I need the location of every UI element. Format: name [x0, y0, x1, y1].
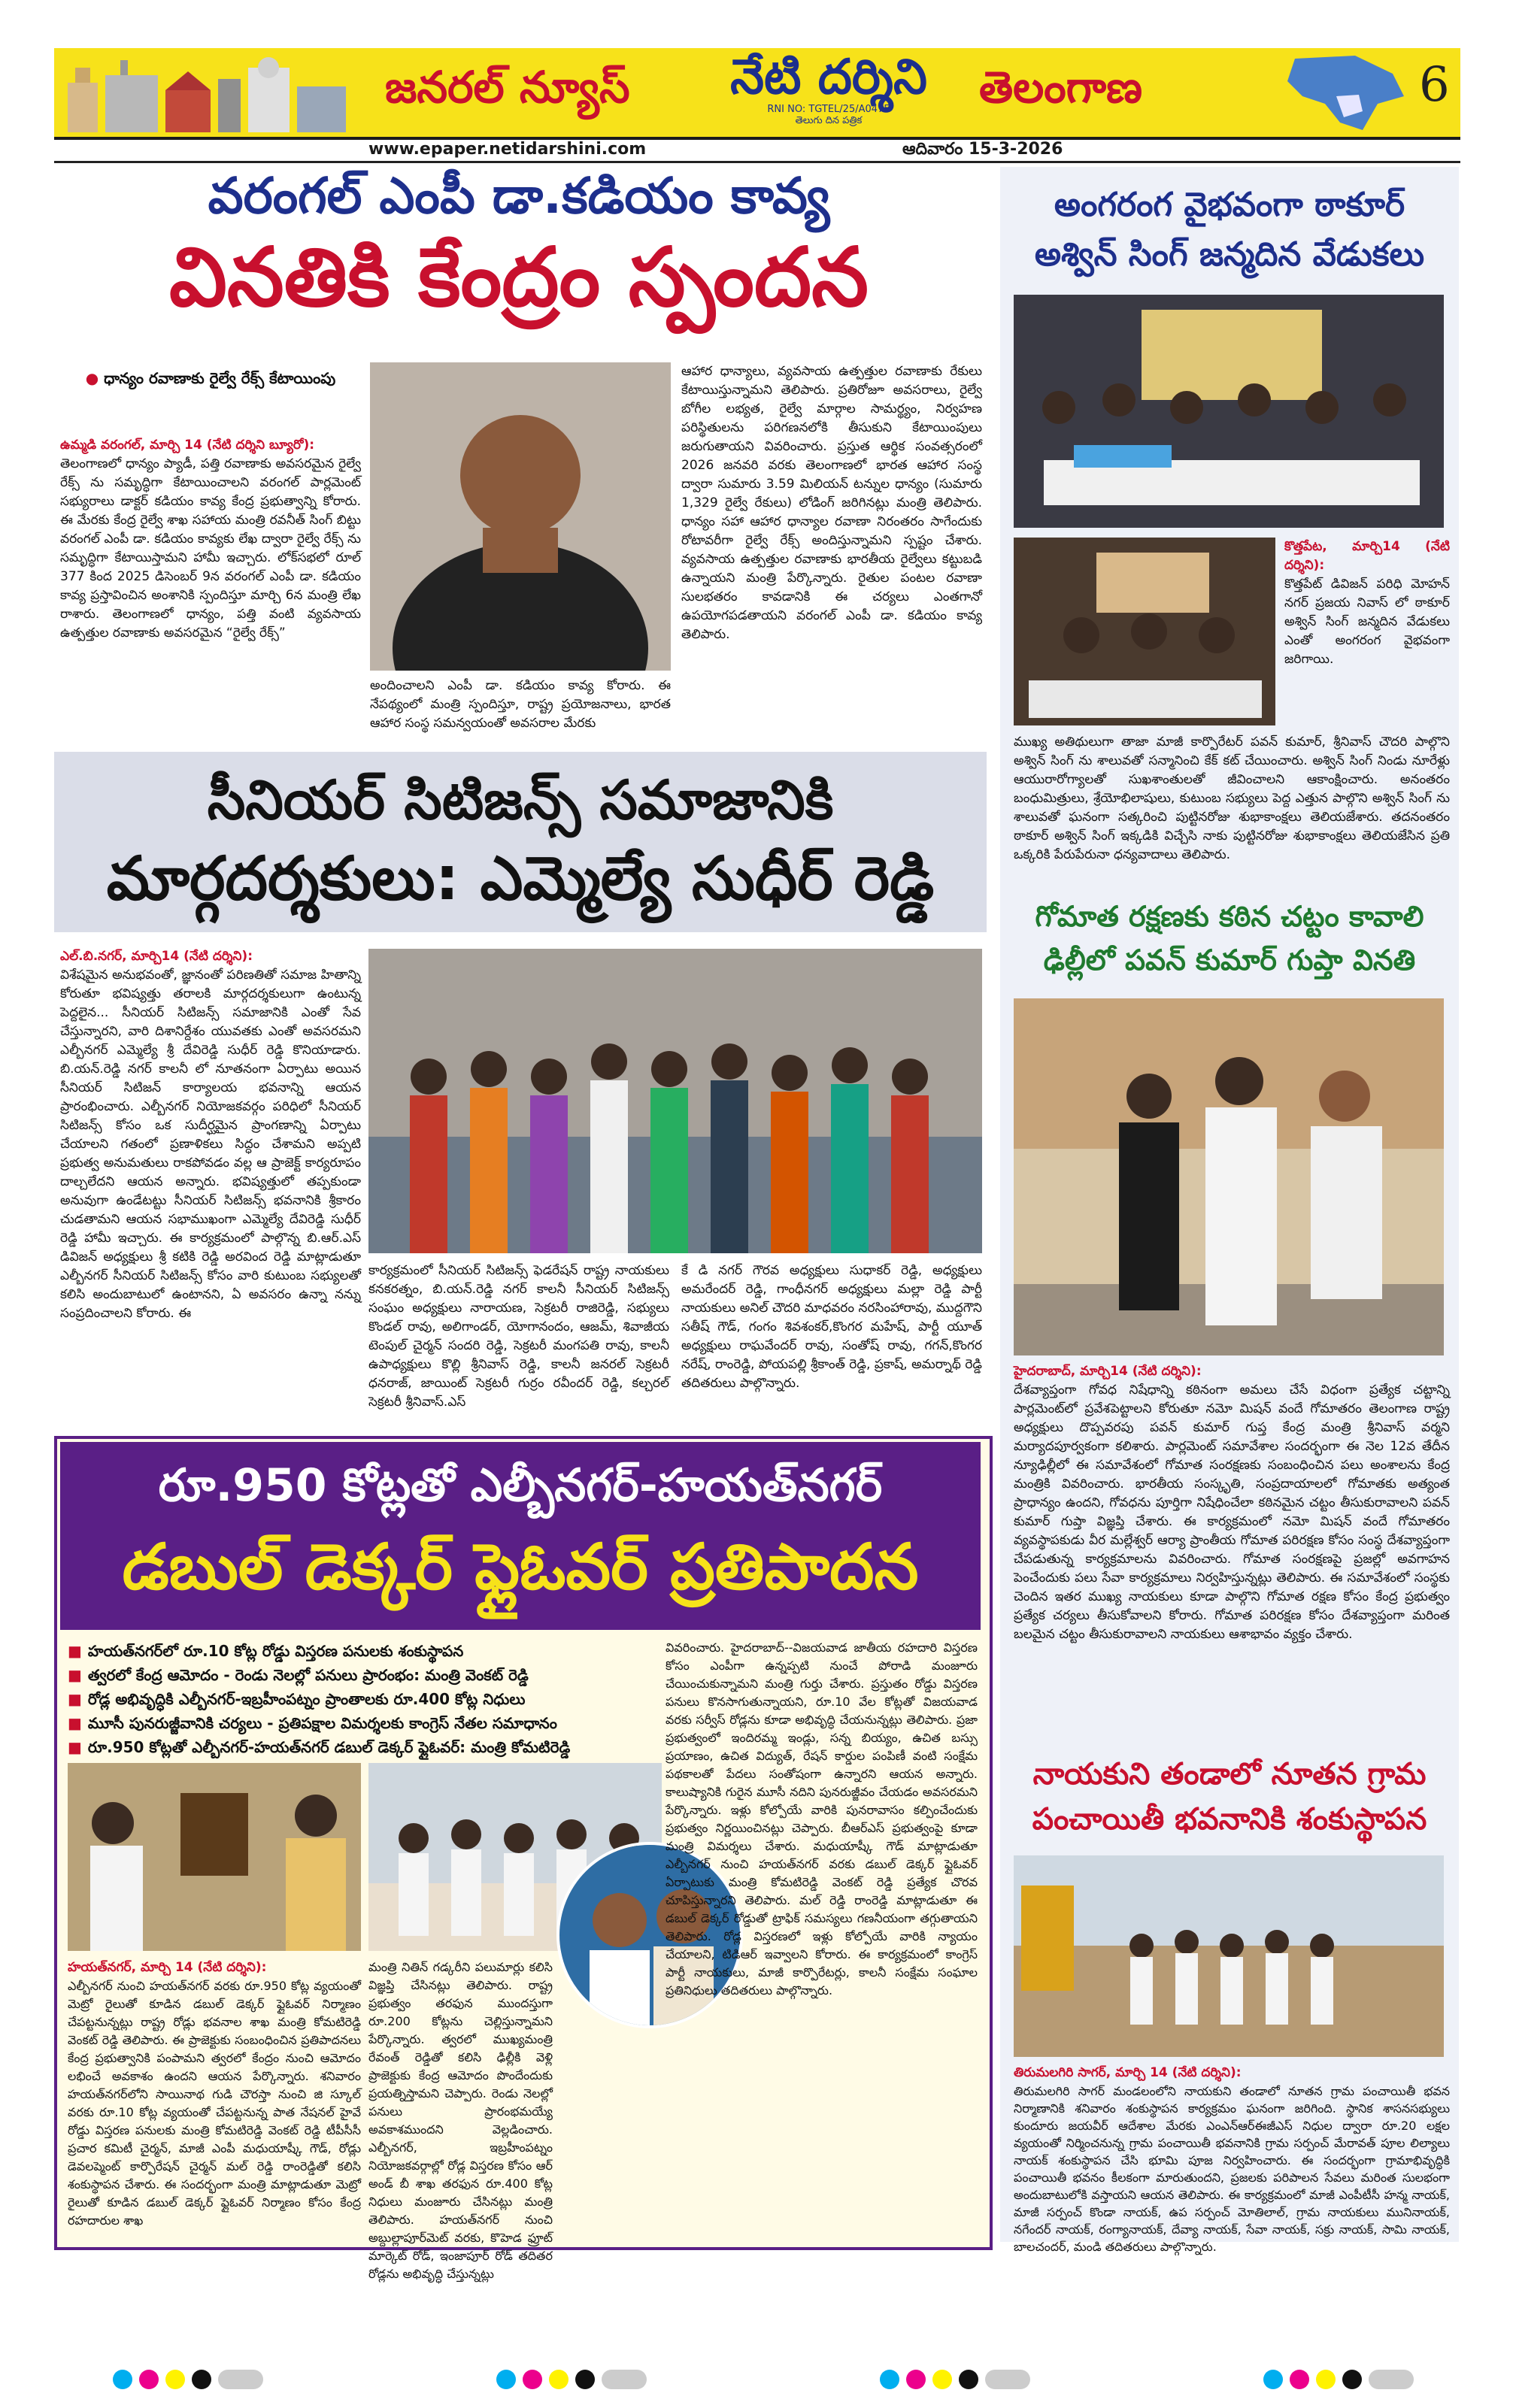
- right1-headline: అంగరంగ వైభవంగా ఠాకూర్ అశ్విన్ సింగ్ జన్మదిన వేడుకలు: [1034, 186, 1425, 274]
- story1-col3: ఆహార ధాన్యాలు, వ్యవసాయ ఉత్పత్తుల రవాణాకు రేకులు కేటాయిస్తున్నామని తెలిపారు. ప్రతిరోజూ అవసరాలు, రైల్వే బోగీల లభ్యత, రైల్వే మార్గాల సామర్థ్యం, నిర్వహణ పరిస్థితులను పరిగణనలోకి తీసుకుని కేటాయింపులు జరుగుతాయని వివరించారు. ప్రస్తుత ఆర్థిక సంవత్సరంలో 2026 జనవరి వరకు తెలంగాణలో భారత ఆహార సంస్థ ద్వారా సుమారు 3.59 మిలియన్ టన్నుల ధాన్యం (సుమారు 1,329 రైల్వే రేకులు) లోడింగ్ జరిగినట్లు మంత్రి తెలిపారు. ధాన్యం సహా ఆహార ధాన్యాల రవాణా నిరంతరం సాగేందుకు రోటావరీగా రైల్వే రేక్స్ అందిస్తున్నామని స్పష్టం చేశారు. వ్యవసాయ ఉత్పత్తుల రవాణాకు భారతీయ రైల్వేలు కట్టుబడి ఉన్నాయని మంత్రి పేర్కొన్నారు. రైతుల పంటల రవాణా సులభతరం కావడానికి ఈ చర్యలు ఎంతగానో ఉపయోగపడతాయని వరంగల్ ఎంపీ డా. కడియం కావ్య తెలిపారు.: [681, 364, 983, 642]
- page-number: 6: [1419, 57, 1450, 113]
- header-rule: [54, 161, 1460, 163]
- story2-headline-band: [54, 752, 987, 932]
- bullet-item: ■ త్వరలో కేంద్ర ఆమోదం - రెండు నెలల్లో పనులు ప్రారంభం: మంత్రి వెంకట్ రెడ్డి: [68, 1666, 529, 1684]
- right1-dateline: కొత్తపేట, మార్చి14 (నేటి దర్శిని):: [1284, 539, 1450, 573]
- reg-no: RNI NO: TGTEL/25/A0475: [767, 104, 890, 115]
- story3-bullets: [68, 1639, 654, 1759]
- india-map-icon: [1265, 51, 1415, 134]
- story2-dateline: ఎల్.బి.నగర్, మార్చి14 (నేటి దర్శిని):: [60, 949, 253, 964]
- website-url[interactable]: www.epaper.netidarshini.com: [368, 140, 647, 159]
- birthday-cake-photo: [1014, 295, 1444, 528]
- story1-kicker: వరంగల్ ఎంపీ డా.కడియం కావ్య: [208, 167, 830, 225]
- right2-body: హైదరాబాద్, మార్చి14 (నేటి దర్శిని): దేశవ్యాప్తంగా గోవధ నిషేధాన్ని కఠినంగా అమలు చేసే విధంగా ప్రత్యేక చట్టాన్ని పార్లమెంట్‌లో ప్రవేశపెట్టాలని కోరుతూ నమో మిషన్ వందే గోమాతరం తెలంగాణ రాష్ట్ర అధ్యక్షులు దొప్పవరపు పవన్ కుమార్ గుప్త కేంద్ర మంత్రి శ్రీనివాస్ వర్మని మర్యాదపూర్వకంగా కలిశారు. పార్లమెంట్ సమావేశాల సందర్భంగా ఈ నెల 12వ తేదీన న్యూఢిల్లీలో ఈ సమావేశంలో గోమాత సంరక్షణకు సంబంధించిన పలు అంశాలను కేంద్ర మంత్రికి వివరించారు. భారతీయ సంస్కృతి, సంప్రదాయాలలో గోమాతకు అత్యంత ప్రాధాన్యం ఉందని, గోవధను పూర్తిగా నిషేధించేలా కఠినమైన చట్టం తీసుకురావాలని పవన్ కుమార్ గుప్తా విజ్ఞప్తి చేశారు. ఈ కార్యక్రమంలో నమో మిషన్ వందే గోమాతరం వ్యవస్థాపకుడు వీర మల్లేశ్వర్ ఆర్యా ప్రాంతీయ గోమాత పరిరక్షణ కోసం సంస్థ దేశవ్యాప్తంగా చేపడుతున్న కార్యక్రమాలను వివరించారు. గోమాత సంరక్షణపై ప్రజల్లో అవగాహన పెంచేందుకు పలు సేవా కార్యక్రమాలు నిర్వహిస్తున్నట్లు తెలిపారు. ఈ సమావేశంలో సంస్థకు చెందిన ఇతర ముఖ్య నాయకులు కూడా పాల్గొని గోమాత రక్షణ కోసం కేంద్ర ప్రభుత్వం ప్రత్యేక చర్యలు తీసుకోవాలని కోరారు. గోమాత పరిరక్షణ కోసం దేశవ్యాప్తంగా మరింత బలమైన చట్టం తీసుకురావాలని నాయకులు ఆశాభావం వ్యక్తం చేశారు.: [1014, 1364, 1450, 1642]
- right3-body: తిరుమలగిరి సాగర్, మార్చి 14 (నేటి దర్శిని): తిరుమలగిరి సాగర్ మండలంలోని నాయకుని తండాలో నూతన గ్రామ పంచాయితీ భవన నిర్మాణానికి శనివారం శంకుస్థాపన కార్యక్రమం ఘనంగా జరిగింది. స్థానిక శాసనసభ్యులు కుందూరు జయవీర్ ఆదేశాల మేరకు ఎంఎన్ఆర్ఈజీఎస్ నిధుల ద్వారా రూ.20 లక్షల వ్యయంతో నిర్మించనున్న గ్రామ పంచాయితీ భవనానికి గ్రామ సర్పంచ్ మేరావత్ పూల లిల్యాలు నాయక్ శంకుస్థాపన చేసి భూమి పూజ నిర్వహించారు. ఈ సందర్భంగా గ్రామాభివృద్ధికి పంచాయితీ భవనం కీలకంగా మారుతుందని, ప్రజలకు పరిపాలన సేవలు మరింత సులభంగా అందుబాటులోకి వస్తాయని ఆయన తెలిపారు. ఈ కార్యక్రమంలో మాజీ ఎంపీటీసీ హన్మ నాయక్, మాజీ సర్పంచ్ కొండా నాయక్, ఉప సర్పంచ్ మోతిలాల్, గ్రామ నాయకులు మునినాయక్, నగేందర్ నాయక్, రంగ్యానాయక్, దేవ్యా నాయక్, సేవా నాయక్, సక్రు నాయక్, సామి నాయక్, బాలచందర్, మండి తదితరులు పాల్గొన్నారు.: [1014, 2065, 1450, 2254]
- story3-headline-line1: రూ.950 కోట్లతో ఎల్బీనగర్-హయత్‌నగర్: [158, 1459, 883, 1512]
- print-registration-marks: [0, 2361, 1513, 2398]
- issue-date: ఆదివారం 15-3-2026: [902, 140, 1063, 159]
- story1-dateline: ఉమ్మడి వరంగల్, మార్చి 14 (నేటి దర్శిని బ్యూరో):: [60, 438, 315, 453]
- bullet-item: ■ మూసీ పునరుజ్జీవానికి చర్యలు - ప్రతిపక్షాల విమర్శలకు కాంగ్రెస్ నేతల సమాధానం: [68, 1714, 557, 1732]
- bullet-item: ■ హయత్‌నగర్‌లో రూ.10 కోట్ల రోడ్డు విస్తరణ పనులకు శంకుస్థాపన: [68, 1642, 464, 1660]
- newspaper-logo: [716, 51, 941, 132]
- story1-headline: వినతికి కేంద్రం స్పందన: [169, 231, 869, 325]
- bhoomi-puja-photo: [1014, 1855, 1444, 2057]
- story1-subhead: ● ధాన్యం రవాణాకు రైల్వే రేక్స్ కేటాయింపు: [85, 369, 336, 387]
- right1-col-short: కొత్తపేట, మార్చి14 (నేటి దర్శిని): కొత్తపేట్ డివిజన్ పరిధి మోహన్ నగర్ ప్రజయ నివాస్ లో ఠాకూర్ అశ్విన్ సింగ్ జన్మదిన వేడుకలు ఎంతో అంగరంగ వైభవంగా జరిగాయి.: [1284, 539, 1450, 667]
- right3-dateline: తిరుమలగిరి సాగర్, మార్చి 14 (నేటి దర్శిని):: [1014, 2065, 1242, 2080]
- birthday-felicitation-photo: [1014, 538, 1275, 725]
- bullet-item: ■ రూ.950 కోట్లతో ఎల్బీనగర్-హయత్‌నగర్ డబుల్ డెక్కర్ ఫ్లైఓవర్: మంత్రి కోమటిరెడ్డి: [68, 1738, 571, 1756]
- parliament-meeting-photo: [1014, 998, 1444, 1355]
- right2-dateline: హైదరాబాద్, మార్చి14 (నేటి దర్శిని):: [1014, 1364, 1202, 1379]
- paper-name: నేటి దర్శిని: [730, 50, 927, 105]
- story3-col1: హయత్‌నగర్, మార్చి 14 (నేటి దర్శిని): ఎల్బీనగర్ నుంచి హయత్‌నగర్ వరకు రూ.950 కోట్ల వ్యయంతో మెట్రో రైలుతో కూడిన డబుల్ డెక్కర్ ఫ్లైఓవర్ నిర్మాణం చేపట్టనున్నట్లు రాష్ట్ర రోడ్లు భవనాల శాఖ మంత్రి కోమటిరెడ్డి వెంకట్ రెడ్డి తెలిపారు. ఈ ప్రాజెక్టుకు సంబంధించిన ప్రతిపాదనలు కేంద్ర ప్రభుత్వానికి పంపామని త్వరలో కేంద్రం నుంచి ఆమోదం లభించే అవకాశం ఉందని ఆయన పేర్కొన్నారు. శనివారం హయత్‌నగర్‌లోని సాయినాథ గుడి చౌరస్తా నుంచి జి స్కూల్ వరకు రూ.10 కోట్ల వ్యయంతో చేపట్టనున్న పాత నేషనల్ హైవే రోడ్డు విస్తరణ పనులకు మంత్రి కోమటిరెడ్డి వెంకట్ రెడ్డి టీపీసీసీ ప్రచార కమిటీ చైర్మన్, మాజీ ఎంపీ మధుయాష్కీ గౌడ్, రోడ్లు డెవలప్మెంట్ కార్పొరేషన్ చైర్మన్ మల్ రెడ్డి రాంరెడ్డితో కలిసి శంకుస్థాపన చేశారు. ఈ సందర్భంగా మంత్రి మాట్లాడుతూ మెట్రో రైలుతో కూడిన డబుల్ డెక్కర్ ఫ్లైఓవర్ నిర్మాణం కోసం కేంద్ర రహదారుల శాఖ: [68, 1960, 361, 2228]
- tagline: తెలుగు దిన పత్రిక: [795, 115, 863, 126]
- right1-body: ముఖ్య అతిథులుగా తాజా మాజీ కార్పొరేటర్ పవన్ కుమార్, శ్రీనివాస్ చౌదరి పాల్గొని అశ్విన్ సింగ్ ను శాలువతో సన్మానించి కేక్ కట్ చేయించారు. అశ్విన్ సింగ్ నిండు నూరేళ్లు ఆయురారోగ్యాలతో సుఖశాంతులతో జీవించాలని ఆకాంక్షించారు. అనంతరం బంధుమిత్రులు, శ్రేయోభిలాషులు, కుటుంబ సభ్యులు పెద్ద ఎత్తున పాల్గొని అశ్విన్ సింగ్ ను శాలువతో ఘనంగా సత్కరించి పుట్టినరోజు శుభాకాంక్షలు తెలియజేశారు. తదనంతరం ఠాకూర్ అశ్విన్ సింగ్ ఇక్కడికి విచ్చేసి నాకు పుట్టినరోజు శుభాకాంక్షలు తెలియజేసిన ప్రతి ఒక్కరికి పేరుపేరునా ధన్యవాదాలు తెలిపారు.: [1014, 735, 1450, 862]
- story3-col2: మంత్రి నితిన్ గడ్కరీని పలుమార్లు కలిసి విజ్ఞప్తి చేసినట్లు తెలిపారు. రాష్ట్ర ప్రభుత్వం తరఫున ముందస్తుగా రూ.200 కోట్లను చెల్లిస్తున్నామని పేర్కొన్నారు. త్వరలో ముఖ్యమంత్రి రేవంత్ రెడ్డితో కలిసి ఢిల్లీకి వెళ్లి ప్రాజెక్టుకు కేంద్ర ఆమోదం పొందేందుకు ప్రయత్నిస్తామని చెప్పారు. రెండు నెలల్లో పనులు ప్రారంభమయ్యే అవకాశముందని వెల్లడించారు. ఎల్బీనగర్, ఇబ్రహీంపట్నం నియోజకవర్గాల్లో రోడ్ల విస్తరణ కోసం ఆర్ అండ్ బీ శాఖ తరఫున రూ.400 కోట్ల నిధులు మంజూరు చేసినట్లు మంత్రి తెలిపారు. హయత్‌నగర్ నుంచి అబ్దుల్లాపూర్‌మెట్ వరకు, కొహెడ ఫ్రూట్ మార్కెట్ రోడ్, ఇంజాపూర్ రోడ్ తదితర రోడ్లను అభివృద్ధి చేస్తున్నట్లు: [368, 1960, 553, 2281]
- right3-headline: నాయకుని తండాలో నూతన గ్రామ పంచాయితీ భవనానికి శంకుస్థాపన: [1032, 1757, 1427, 1837]
- story2-col1: ఎల్.బి.నగర్, మార్చి14 (నేటి దర్శిని): విశేషమైన అనుభవంతో, జ్ఞానంతో పరిణతితో సమాజ హితాన్ని కోరుతూ భవిష్యత్తు తరాలకి మార్గదర్శకులుగా ఉంటున్న పెద్దలైన... సీనియర్ సిటిజన్స్ సమాజానికి ఎంతో సేవ చేస్తున్నారని, వారి దిశానిర్దేశం యువతకు ఎంతో అవసరమని ఎల్బీనగర్ ఎమ్మెల్యే శ్రీ దేవిరెడ్డి సుధీర్ రెడ్డి కొనియాడారు. బి.యన్.రెడ్డి నగర్ కాలనీ లో నూతనంగా ఏర్పాటు అయిన సీనియర్ సిటిజన్ కార్యాలయ భవనాన్ని ఆయన ప్రారంభించారు. ఎల్బీనగర్ నియోజకవర్గం పరిధిలో సీనియర్ సిటిజన్స్ కోసం ఒక సుదీర్ఘమైన ప్రాంగణాన్ని ఏర్పాటు చేయాలని గతంలో ప్రణాళికలు సిద్ధం చేశామని అప్పటి ప్రభుత్వ అనుమతులు రాకపోవడం వల్ల ఆ ప్రాజెక్ట్ కార్యరూపం దాల్చలేదని ఆయన అన్నారు. భవిష్యత్తులో తప్పకుండా అనువుగా ఉండేటట్టు సీనియర్ సిటిజన్స్ భవనానికి శ్రీకారం చుడతామని ఆయన సభాముఖంగా ఎమ్మెల్యే దేవిరెడ్డి సుధీర్ రెడ్డి హామీ ఇచ్చారు. ఈ కార్యక్రమంలో పాల్గొన్న బి.ఆర్.ఎస్ డివిజన్ అధ్యక్షులు శ్రీ కటికి రెడ్డి అరవింద రెడ్డి మాట్లాడుతూ ఎల్బీనగర్ సీనియర్ సిటిజన్స్ కోసం వారి కుటుంబ సభ్యులతో కలిసి అందుబాటులో ఉంటానని, ఏ అవసరం ఉన్నా నన్ను సంప్రదించాలని కోరారు. ఈ: [60, 949, 361, 1321]
- bullet-item: ■ రోడ్ల అభివృద్ధికి ఎల్బీనగర్-ఇబ్రహీంపట్నం ప్రాంతాలకు రూ.400 కోట్ల నిధులు: [68, 1690, 526, 1708]
- region-title: తెలంగాణ: [979, 62, 1142, 113]
- story2-col3: కే డి నగర్ గౌరవ అధ్యక్షులు సుధాకర్ రెడ్డి, అధ్యక్షులు అమరేందర్ రెడ్డి, గాంధీనగర్ అధ్యక్షులు మల్లా రెడ్డి పార్టీ నాయకులు అనిల్ చౌదరి మాధవరం నరసింహారావు, ముద్దగౌని సతీష్ గౌడ్, గంగం శివశంకర్,కొంగర మహేష్, పార్టీ యూత్ అధ్యక్షులు రాఘవేందర్ రావు, సంతోష్ రావు, గగన్,కొంగర నరేష్, రాంరెడ్డి, పోయపల్లి శ్రీకాంత్ రెడ్డి, ప్రకాష్, అమర్నాథ్ రెడ్డి తదితరులు పాల్గొన్నారు.: [681, 1263, 982, 1391]
- story3-col3: వివరించారు. హైదరాబాద్--విజయవాడ జాతీయ రహదారి విస్తరణ కోసం ఎంపీగా ఉన్నప్పటి నుంచే పోరాడి మంజూరు చేయించుకున్నామని మంత్రి గుర్తు చేశారు. ప్రస్తుతం రోడ్డు విస్తరణ పనులు కొనసాగుతున్నాయని, రూ.10 వేల కోట్లతో విజయవాడ వరకు సర్వీస్ రోడ్లను కూడా అభివృద్ధి చేయనున్నట్లు తెలిపారు. ప్రజా ప్రభుత్వంలో ఇందిరమ్మ ఇండ్లు, సన్న బియ్యం, ఉచిత బస్సు ప్రయాణం, ఉచిత విద్యుత్, రేషన్ కార్డుల పంపిణీ వంటి సంక్షేమ పథకాలతో పేదలు సంతోషంగా ఉన్నారని ఆయన అన్నారు. కాలుష్యానికి గురైన మూసీ నదిని పునరుజ్జీవం చేయడం అవసరమని పేర్కొన్నారు. ఇళ్లు కోల్పోయే వారికి పునరావాసం కల్పించేందుకు ప్రభుత్వం నిర్ణయించినట్లు చెప్పారు. బీఆర్ఎస్ ప్రభుత్వంపై కూడా మంత్రి విమర్శలు చేశారు. మధుయాష్కీ గౌడ్ మాట్లాడుతూ ఎల్బీనగర్ నుంచి హయత్‌నగర్ వరకు డబుల్ డెక్కర్ ఫ్లైఓవర్ ఏర్పాటుకు మంత్రి కోమటిరెడ్డి వెంకట్ రెడ్డి ప్రత్యేక చొరవ చూపిస్తున్నారని తెలిపారు. మల్ రెడ్డి రాంరెడ్డి మాట్లాడుతూ ఈ డబుల్ డెక్కర్ రోడ్డుతో ట్రాఫిక్ సమస్యలు గణనీయంగా తగ్గుతాయని తెలిపారు. రోడ్ల విస్తరణలో ఇళ్లు కోల్పోయే వారికి న్యాయం చేయాలని, టిడిఆర్ ఇవ్వాలని కోరారు. ఈ కార్యక్రమంలో కాంగ్రెస్ పార్టీ నాయకులు, మాజీ కార్పొరేటర్లు, కాలనీ సంక్షేమ సంఘాల ప్రతినిధులు తదితరులు పాల్గొన్నారు.: [666, 1640, 978, 1998]
- story1-col1: ఉమ్మడి వరంగల్, మార్చి 14 (నేటి దర్శిని బ్యూరో): తెలంగాణలో ధాన్యం ప్యాడీ, పత్తి రవాణాకు అవసరమైన రైల్వే రేక్స్ ను సమృద్ధిగా కేటాయించాలని వరంగల్ పార్లమెంట్ సభ్యురాలు డాక్టర్ కడియం కావ్య కేంద్ర ప్రభుత్వాన్ని కోరారు. ఈ మేరకు కేంద్ర రైల్వే శాఖ సహాయ మంత్రి రవనీత్ సింగ్ బిట్టు వరంగల్ ఎంపీ డా. కడియం కావ్యకు లేఖ ద్వారా రైల్వే రేక్స్ ను సమృద్ధిగా కేటాయిస్తామని హామీ ఇచ్చారు. లోక్‌సభలో రూల్ 377 కింద 2025 డిసెంబర్ 9న వరంగల్ ఎంపీ డా. కడియం కావ్య ప్రస్తావించిన అంశానికి స్పందిస్తూ మార్చి 6న మంత్రి లేఖ రాశారు. తెలంగాణలో ధాన్యం, పత్తి వంటి వ్యవసాయ ఉత్పత్తుల రవాణాకు అవసరమైన “రైల్వే రేక్స్”: [60, 438, 361, 641]
- story2-headline-line2: మార్గదర్శకులు: ఎమ్మెల్యే సుధీర్ రెడ్డి: [106, 844, 935, 913]
- section-title: జనరల్ న్యూస్: [385, 62, 630, 113]
- story2-col2: కార్యక్రమంలో సీనియర్ సిటిజన్స్ ఫెడరేషన్ రాష్ట్ర నాయకులు కనకరత్నం, బి.యన్.రెడ్డి నగర్ కాలనీ సీనియర్ సిటిజన్స్ సంఘం అధ్యక్షులు నారాయణ, సెక్రటరీ రాజిరెడ్డి, సభ్యులు కొండల్ రావు, అలిగాండర్, యోగానందం, ఆజమ్, శివాజీయ టెంపుల్ చైర్మన్ సందరి రెడ్డి, సెక్రటరీ మంగపతి రావు, కాలనీ ఉపాధ్యక్షులు కొల్లి శ్రీనివాస్ రెడ్డి, కాలనీ జనరల్ సెక్రటరీ ధనరాజ్, జాయింట్ సెక్రటరీ గుర్రం రవీందర్ రెడ్డి, కల్చరల్ సెక్రటరీ శ్రీనివాస్.ఎస్: [368, 1263, 669, 1410]
- senior-citizens-group-photo: [368, 949, 982, 1253]
- minister-felicitation-photo: [68, 1763, 361, 1951]
- story3-dateline: హయత్‌నగర్, మార్చి 14 (నేటి దర్శిని):: [68, 1960, 267, 1975]
- city-skyline-illustration: [60, 53, 353, 132]
- story3-headline-line2: డబుల్ డెక్కర్ ఫ్లైఓవర్ ప్రతిపాదన: [122, 1530, 919, 1604]
- mp-portrait-photo: [370, 362, 671, 671]
- story3-headline-band: [60, 1442, 981, 1630]
- right2-headline: గోమాత రక్షణకు కఠిన చట్టం కావాలి ఢిల్లీలో పవన్ కుమార్ గుప్తా వినతి: [1035, 900, 1424, 977]
- masthead: [54, 48, 1460, 140]
- story1-col2: అందించాలని ఎంపీ డా. కడియం కావ్య కోరారు. ఈ నేపథ్యంలో మంత్రి స్పందిస్తూ, రాష్ట్ర ప్రయోజనాలు, భారత ఆహార సంస్థ సమన్వయంతో అవసరాల మేరకు: [370, 678, 671, 731]
- story2-headline-line1: సీనియర్ సిటిజన్స్ సమాజానికి: [207, 768, 834, 831]
